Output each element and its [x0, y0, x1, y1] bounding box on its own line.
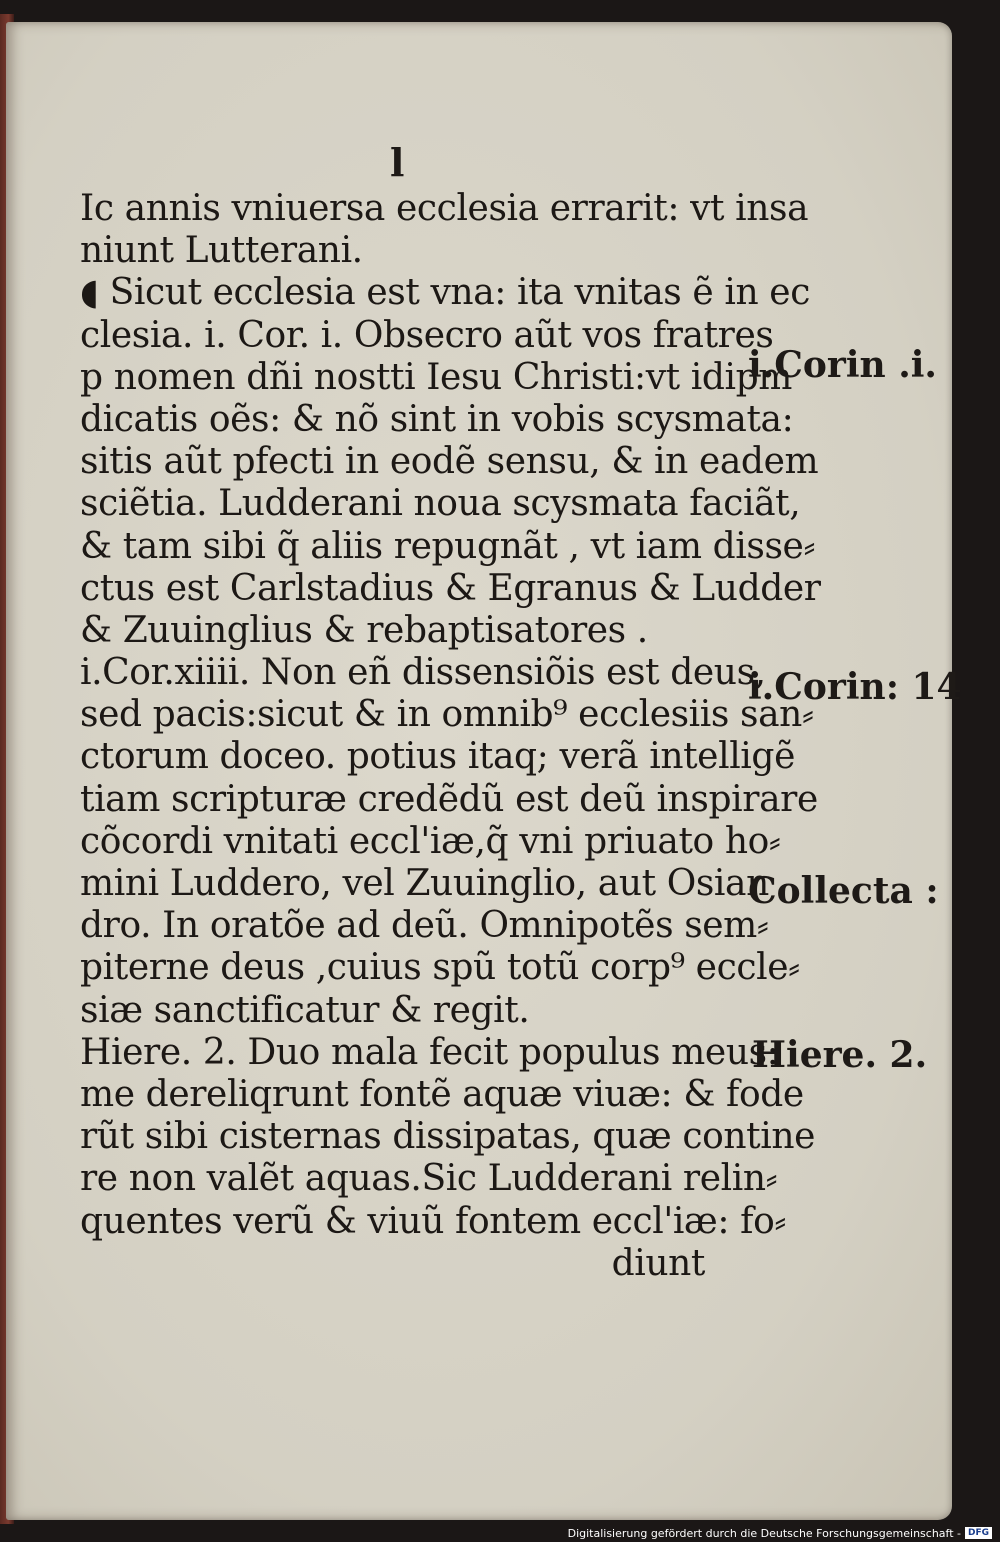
text-line: ◖ Sicut ecclesia est vna: ita vnitas ẽ in ec	[80, 272, 810, 314]
margin-note-corinthians-14: i.Corin: 14	[748, 666, 962, 708]
text-line: cõcordi vnitati eccl'iæ,q̃ vni priuato ho⸗	[80, 820, 781, 862]
text-line: ctorum doceo. potius itaq; verã intelligẽ	[80, 736, 795, 778]
margin-note-collecta: Collecta :	[748, 870, 939, 912]
text-line: Hiere. 2. Duo mala fecit populus meus:	[80, 1031, 779, 1073]
text-line: clesia. i. Cor. i. Obsecro aũt vos fratres	[80, 314, 774, 356]
text-line: p nomen dñi nostti Iesu Christi:vt idipm	[80, 356, 792, 398]
text-line: dicatis oẽs: & nõ sint in vobis scysmata:	[80, 398, 794, 440]
text-line: rũt sibi cisternas dissipatas, quæ contine	[80, 1116, 816, 1158]
body-text	[80, 188, 821, 1285]
text-line: niunt Lutterani.	[80, 230, 363, 272]
text-line: sciẽtia. Ludderani noua scysmata faciãt,	[80, 483, 801, 525]
text-line: siæ sanctificatur & regit.	[80, 989, 530, 1031]
text-line: re non valẽt aquas.Sic Ludderani relin⸗	[80, 1158, 778, 1200]
text-line: & tam sibi q̃ aliis repugnãt , vt iam disse⸗	[80, 525, 816, 567]
text-line: dro. In oratõe ad deũ. Omnipotẽs sem⸗	[80, 905, 769, 947]
text-line: sitis aũt pfecti in eodẽ sensu, & in eadem	[80, 441, 819, 483]
margin-note-jeremiah: Hiere. 2.	[752, 1034, 928, 1076]
text-line: quentes verũ & viuũ fontem eccl'iæ: fo⸗	[80, 1200, 786, 1242]
text-line: tiam scripturæ credẽdũ est deũ inspirare	[80, 778, 818, 820]
text-line: mini Luddero, vel Zuuinglio, aut Osian	[80, 863, 769, 904]
dfg-logo: DFG	[965, 1527, 992, 1539]
digitization-credit	[568, 1524, 992, 1542]
credit-text: Digitalisierung gefördert durch die Deutsche Forschungsgemeinschaft -	[567, 1526, 961, 1540]
text-line: piterne deus ,cuius spũ totũ corp⁹ eccle⸗	[80, 947, 800, 989]
catchword: diunt	[611, 1242, 705, 1284]
text-line: ctus est Carlstadius & Egranus & Ludder	[80, 567, 821, 609]
text-line: i.Cor.xiiii. Non eñ dissensiõis est deus,	[80, 652, 766, 694]
text-line: me dereliqrunt fontẽ aquæ viuæ: & fode	[80, 1073, 804, 1115]
text-line: sed pacis:sicut & in omnib⁹ ecclesiis san⸗	[80, 694, 814, 736]
margin-note-corinthians-1: i.Corin .i.	[748, 344, 937, 386]
text-line: & Zuuinglius & rebaptisatores .	[80, 609, 648, 651]
page-signature: l	[390, 140, 405, 185]
text-line: Ic annis vniuersa ecclesia errarit: vt insa	[80, 188, 809, 229]
